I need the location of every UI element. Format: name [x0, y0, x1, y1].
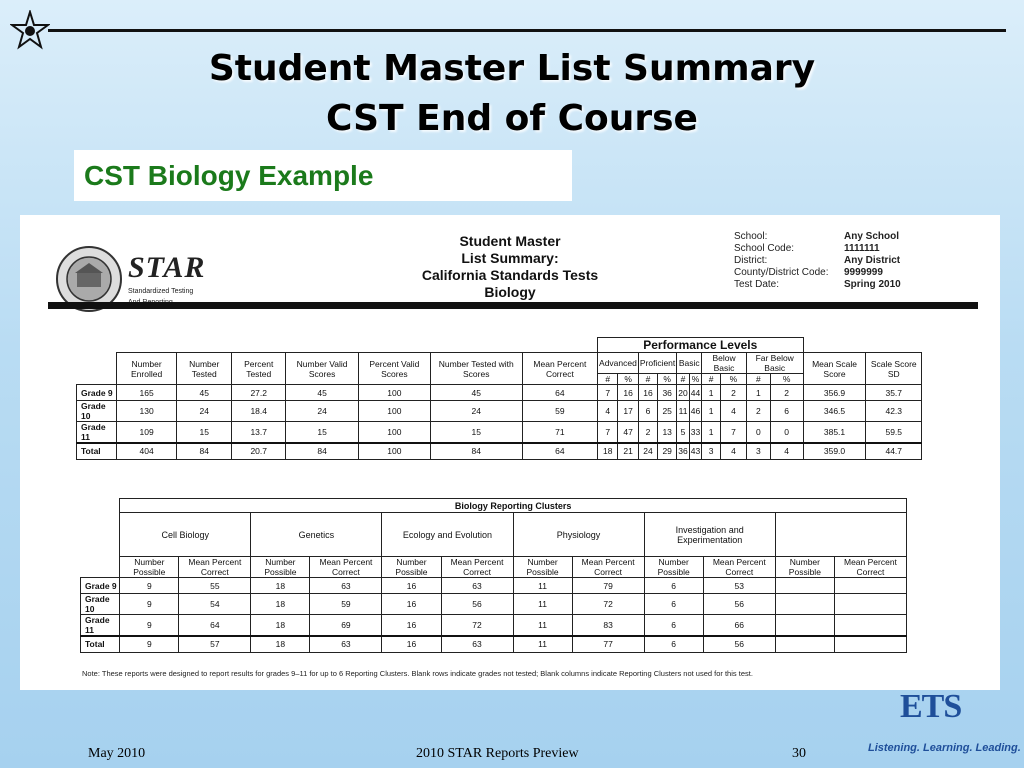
table-cell	[834, 594, 906, 615]
sub-header: Number Possible	[513, 557, 572, 578]
table-cell	[834, 578, 906, 594]
report-title-line: Student Master	[459, 233, 561, 249]
table-cell: 1	[702, 385, 721, 401]
table-cell: 3	[746, 443, 770, 459]
table-cell: 18.4	[232, 401, 286, 422]
table-cell: 18	[598, 443, 618, 459]
table-row	[81, 578, 907, 594]
table-cell: 11	[677, 401, 689, 422]
table-cell: 18	[251, 615, 310, 637]
table-cell: 356.9	[803, 385, 866, 401]
table-cell: 100	[358, 385, 430, 401]
sub-header: Number Possible	[120, 557, 179, 578]
num-sym: #	[702, 374, 721, 385]
table-cell: 25	[658, 401, 677, 422]
table-cell: 165	[117, 385, 177, 401]
table-cell: 2	[721, 385, 747, 401]
table-cell: 5	[677, 422, 689, 444]
report-image	[20, 215, 1000, 690]
meta-label: County/District Code:	[734, 267, 829, 278]
top-rule	[48, 29, 1006, 32]
num-sym: #	[677, 374, 689, 385]
table-row	[81, 594, 907, 615]
star-brand-sub-1: Standardized Testing	[128, 288, 194, 295]
table-cell: 33	[689, 422, 701, 444]
table-cell: 6	[644, 594, 703, 615]
table-cell: 109	[117, 422, 177, 444]
col-header: Percent Valid Scores	[358, 353, 430, 385]
table-cell: 56	[441, 594, 513, 615]
table-cell: 45	[286, 385, 359, 401]
table-cell: 2	[638, 422, 657, 444]
pct-sym: %	[721, 374, 747, 385]
table-cell: 16	[382, 594, 441, 615]
table-cell: 64	[522, 385, 597, 401]
table-cell: 100	[358, 401, 430, 422]
table-cell: 6	[644, 615, 703, 637]
table-cell: 16	[382, 578, 441, 594]
table-cell: 15	[177, 422, 232, 444]
pct-sym: %	[618, 374, 638, 385]
table-row	[77, 443, 922, 459]
table-cell: 11	[513, 594, 572, 615]
table-cell: 9	[120, 636, 179, 652]
num-sym: #	[638, 374, 657, 385]
report-title-line: List Summary:	[461, 250, 559, 266]
sub-header: Number Possible	[251, 557, 310, 578]
table-cell: 72	[572, 594, 644, 615]
table-cell: 72	[441, 615, 513, 637]
table-cell: 7	[598, 385, 618, 401]
table-cell: 13.7	[232, 422, 286, 444]
table-cell: 24	[430, 401, 522, 422]
table-cell: 18	[251, 594, 310, 615]
table-cell	[834, 636, 906, 652]
table-cell: 69	[310, 615, 382, 637]
table-cell: 36	[658, 385, 677, 401]
table-cell: 44	[689, 385, 701, 401]
footer-page-number: 30	[792, 746, 806, 761]
table-cell: 16	[382, 636, 441, 652]
table-cell: 16	[382, 615, 441, 637]
table-cell: 2	[770, 385, 803, 401]
sub-header: Number Possible	[775, 557, 834, 578]
table-cell: 20	[677, 385, 689, 401]
table-cell: 24	[286, 401, 359, 422]
sub-header: Mean Percent Correct	[310, 557, 382, 578]
table-cell: 53	[703, 578, 775, 594]
num-sym: #	[598, 374, 618, 385]
table-cell: 9	[120, 594, 179, 615]
table-cell: 77	[572, 636, 644, 652]
table-cell	[775, 636, 834, 652]
subtitle: CST Biology Example	[84, 160, 374, 191]
table-cell: 3	[702, 443, 721, 459]
footer-date: May 2010	[88, 746, 146, 761]
meta-value: Any School	[844, 231, 900, 242]
table-cell: 35.7	[866, 385, 922, 401]
col-header: Number Tested	[177, 353, 232, 385]
row-label: Grade 10	[77, 401, 117, 422]
table-row	[77, 422, 922, 444]
table-cell: 4	[721, 401, 747, 422]
clusters-table	[80, 498, 907, 653]
pct-sym: %	[770, 374, 803, 385]
table-cell: 404	[117, 443, 177, 459]
table-cell: 29	[658, 443, 677, 459]
row-label: Grade 9	[77, 385, 117, 401]
row-label: Total	[77, 443, 117, 459]
row-label: Grade 9	[81, 578, 120, 594]
performance-table	[76, 337, 922, 460]
level-header: Basic	[677, 353, 702, 374]
table-cell: 1	[702, 422, 721, 444]
sub-header: Number Possible	[382, 557, 441, 578]
table-cell: 11	[513, 636, 572, 652]
table-cell: 59	[310, 594, 382, 615]
meta-value: 9999999	[844, 267, 883, 278]
table-cell: 42.3	[866, 401, 922, 422]
table-cell: 45	[177, 385, 232, 401]
cluster-name	[775, 513, 906, 557]
table-cell: 346.5	[803, 401, 866, 422]
table-cell: 17	[618, 401, 638, 422]
table-cell: 359.0	[803, 443, 866, 459]
table-cell: 84	[177, 443, 232, 459]
table-cell: 385.1	[803, 422, 866, 444]
table-cell: 16	[618, 385, 638, 401]
table-cell: 15	[286, 422, 359, 444]
table-cell: 56	[703, 636, 775, 652]
table-cell: 24	[638, 443, 657, 459]
table-cell: 63	[310, 636, 382, 652]
table-cell	[775, 594, 834, 615]
sub-header: Mean Percent Correct	[179, 557, 251, 578]
table-cell: 6	[644, 636, 703, 652]
table-cell: 84	[286, 443, 359, 459]
table-cell: 13	[658, 422, 677, 444]
table-cell: 6	[770, 401, 803, 422]
table-cell: 57	[179, 636, 251, 652]
ets-logo	[900, 688, 961, 726]
table-cell: 64	[522, 443, 597, 459]
title-line-1: Student Master List Summary	[208, 48, 816, 89]
table-cell: 4	[721, 443, 747, 459]
table-cell: 63	[310, 578, 382, 594]
table-cell: 16	[638, 385, 657, 401]
col-header: Mean Percent Correct	[522, 353, 597, 385]
table-cell: 45	[430, 385, 522, 401]
table-cell: 6	[638, 401, 657, 422]
cluster-name: Cell Biology	[120, 513, 251, 557]
ets-tagline: Listening. Learning. Leading.	[868, 742, 1021, 754]
table-cell: 130	[117, 401, 177, 422]
star-brand-name: STAR	[128, 251, 206, 284]
table-cell: 4	[598, 401, 618, 422]
table-cell: 18	[251, 578, 310, 594]
level-header: Proficient	[638, 353, 676, 374]
table-cell: 9	[120, 578, 179, 594]
table-cell	[775, 578, 834, 594]
table-cell: 83	[572, 615, 644, 637]
row-label: Grade 11	[77, 422, 117, 444]
table-cell: 0	[746, 422, 770, 444]
table-cell: 24	[177, 401, 232, 422]
table-cell: 1	[746, 385, 770, 401]
table-cell: 7	[721, 422, 747, 444]
table-cell: 44.7	[866, 443, 922, 459]
performance-levels-heading: Performance Levels	[598, 338, 804, 353]
table-cell: 7	[598, 422, 618, 444]
table-cell: 6	[644, 578, 703, 594]
table-cell: 0	[770, 422, 803, 444]
pct-sym: %	[658, 374, 677, 385]
table-cell: 100	[358, 422, 430, 444]
table-row	[81, 615, 907, 637]
ets-logo-text: ETS	[900, 688, 962, 725]
level-header: Below Basic	[702, 353, 747, 374]
table-cell: 66	[703, 615, 775, 637]
report-title-line: California Standards Tests	[421, 267, 599, 283]
level-header: Advanced	[598, 353, 639, 374]
table-cell	[775, 615, 834, 637]
report-meta-values	[844, 231, 901, 291]
cluster-name: Investigation and Experimentation	[644, 513, 775, 557]
table-row	[77, 385, 922, 401]
col-header: Number Enrolled	[117, 353, 177, 385]
meta-label: School:	[734, 231, 768, 242]
col-header: Number Valid Scores	[286, 353, 359, 385]
table-cell: 56	[703, 594, 775, 615]
slide-title	[0, 44, 1024, 144]
table-cell: 1	[702, 401, 721, 422]
meta-label: School Code:	[734, 243, 795, 254]
table-cell: 63	[441, 578, 513, 594]
table-cell: 21	[618, 443, 638, 459]
report-header-rule	[48, 302, 978, 309]
table-cell: 9	[120, 615, 179, 637]
num-sym: #	[746, 374, 770, 385]
col-header: Percent Tested	[232, 353, 286, 385]
report-note: Note: These reports were designed to report results for grades 9–11 for up to 6 Reporting Clusters. Blank rows indicate grades not tested; Blank columns indicate Reporting Clusters not used for this test.	[82, 669, 753, 678]
table-cell: 11	[513, 578, 572, 594]
report-meta-labels	[734, 231, 828, 291]
table-cell: 43	[689, 443, 701, 459]
footer-title: 2010 STAR Reports Preview	[416, 746, 579, 761]
table-cell: 11	[513, 615, 572, 637]
sub-header: Mean Percent Correct	[834, 557, 906, 578]
table-row	[81, 636, 907, 652]
level-header: Far Below Basic	[746, 353, 803, 374]
col-header: Mean Scale Score	[803, 353, 866, 385]
table-cell: 84	[430, 443, 522, 459]
table-cell: 4	[770, 443, 803, 459]
table-cell	[834, 615, 906, 637]
table-cell: 79	[572, 578, 644, 594]
table-row	[77, 401, 922, 422]
pct-sym: %	[689, 374, 701, 385]
meta-label: Test Date:	[734, 279, 780, 290]
sub-header: Mean Percent Correct	[441, 557, 513, 578]
table-cell: 20.7	[232, 443, 286, 459]
table-cell: 55	[179, 578, 251, 594]
col-header: Scale Score SD	[866, 353, 922, 385]
table-cell: 27.2	[232, 385, 286, 401]
star-brand	[128, 251, 205, 307]
table-cell: 100	[358, 443, 430, 459]
report-title-line: Biology	[484, 284, 536, 300]
sub-header: Number Possible	[644, 557, 703, 578]
row-label: Grade 10	[81, 594, 120, 615]
table-cell: 63	[441, 636, 513, 652]
subtitle-box	[74, 150, 572, 201]
title-line-2: CST End of Course	[326, 98, 698, 139]
table-cell: 36	[677, 443, 689, 459]
cluster-name: Genetics	[251, 513, 382, 557]
table-cell: 71	[522, 422, 597, 444]
col-header: Number Tested with Scores	[430, 353, 522, 385]
cluster-name: Ecology and Evolution	[382, 513, 513, 557]
report-title	[370, 233, 650, 301]
table-cell: 18	[251, 636, 310, 652]
table-cell: 46	[689, 401, 701, 422]
table-cell: 54	[179, 594, 251, 615]
row-label: Total	[81, 636, 120, 652]
sub-header: Mean Percent Correct	[572, 557, 644, 578]
clusters-heading: Biology Reporting Clusters	[120, 499, 907, 513]
meta-value: 1111111	[844, 243, 880, 254]
meta-label: District:	[734, 255, 768, 266]
table-cell: 15	[430, 422, 522, 444]
cluster-name: Physiology	[513, 513, 644, 557]
meta-value: Spring 2010	[844, 279, 901, 290]
table-cell: 64	[179, 615, 251, 637]
table-cell: 59.5	[866, 422, 922, 444]
table-cell: 47	[618, 422, 638, 444]
meta-value: Any District	[844, 255, 901, 266]
sub-header: Mean Percent Correct	[703, 557, 775, 578]
table-cell: 59	[522, 401, 597, 422]
table-cell: 2	[746, 401, 770, 422]
row-label: Grade 11	[81, 615, 120, 637]
